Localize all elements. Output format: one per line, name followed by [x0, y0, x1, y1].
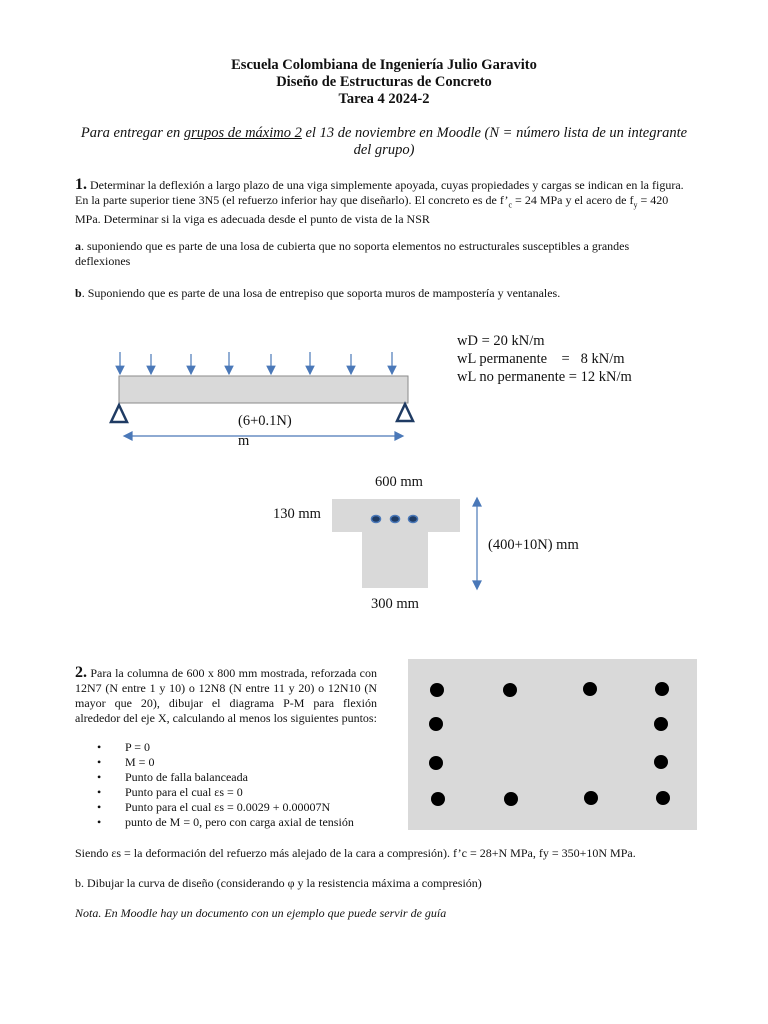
load-dead: wD = 20 kN/m — [457, 333, 545, 349]
problem1-part-b: b. Suponiendo que es parte de una losa de entrepiso que soporta muros de mampostería y ventanales. — [75, 286, 561, 300]
list-item: • Punto para el cual εs = 0 — [75, 785, 395, 800]
top-rebars — [372, 516, 418, 523]
problem2-number: 2. — [75, 664, 87, 681]
problem1-statement: 1. Determinar la deflexión a largo plazo de una viga simplemente apoyada, cuyas propiedades y cargas se indican en la figura. En la parte superior tiene 3N5 (el refuerzo inferior hay que diseñarlo). El concreto es de $f’_c = 24$ MPa y el acero de $f_y = 420$ MPa. Determinar si la viga es adecuada desde el punto de vista de la NSR — [75, 176, 684, 227]
section-top-width: 600 mm — [375, 474, 423, 490]
list-item: • M = 0 — [75, 755, 395, 770]
course-name: Diseño de Estructuras de Concreto — [276, 74, 492, 90]
column-section-diagram — [408, 659, 698, 831]
problem2-statement: 2. Para la columna de 600 x 800 mm mostrada, reforzada con 12N7 (N entre 1 y 10) o 12N8 (N entre 11 y 20) o 12N10 (N mayor que 20), dibujar el diagrama P-M para flexión alrededor del eje X, calculando al menos los siguientes puntos: — [75, 664, 377, 725]
distributed-load-arrows — [120, 352, 392, 374]
load-live-permanent: wL permanente = 8 kN/m — [457, 351, 625, 367]
beam-body — [119, 376, 408, 403]
section-flange-thickness: 130 mm — [273, 506, 321, 522]
problem1-number: 1. — [75, 176, 87, 193]
t-section-diagram — [325, 495, 495, 595]
span-label: (6+0.1N) — [238, 413, 292, 429]
column-body — [408, 659, 697, 830]
problem1-part-a: a. suponiendo que es parte de una losa de cubierta que no soporta elementos no estructurales susceptibles a grandes deflexiones — [75, 239, 630, 268]
problem2-definitions: Siendo εs = la deformación del refuerzo más alejado de la cara a compresión). f’c = 28+N MPa, fy = 350+10N MPa. — [75, 846, 636, 860]
moodle-note: Nota. En Moodle hay un documento con un ejemplo que puede servir de guía — [75, 906, 447, 920]
span-unit: m — [238, 433, 250, 449]
right-support-icon — [397, 404, 413, 421]
problem2-part-b: b. Dibujar la curva de diseño (considerando φ y la resistencia máxima a compresión) — [75, 876, 482, 890]
list-item: • punto de M = 0, pero con carga axial de tensión — [75, 815, 395, 830]
section-web-width: 300 mm — [371, 596, 419, 612]
problem2-points-list — [75, 740, 395, 830]
list-item: • Punto para el cual εs = 0.0029 + 0.00007N — [75, 800, 395, 815]
beam-diagram — [100, 340, 430, 450]
delivery-instructions: Para entregar en grupos de máximo 2 el 13 de noviembre en Moodle (N = número lista de un integrante del grupo) — [80, 125, 688, 158]
left-support-icon — [111, 405, 127, 422]
load-live-nonpermanent: wL no permanente = 12 kN/m — [457, 369, 632, 385]
height-dimension-line — [473, 498, 481, 589]
assignment-title: Tarea 4 2024-2 — [338, 91, 430, 107]
t-section-shape — [332, 499, 460, 588]
list-item: • Punto de falla balanceada — [75, 770, 395, 785]
school-name: Escuela Colombiana de Ingeniería Julio Garavito — [231, 57, 537, 73]
span-dimension-line — [124, 432, 403, 440]
section-total-height: (400+10N) mm — [488, 537, 579, 553]
list-item: • P = 0 — [75, 740, 395, 755]
